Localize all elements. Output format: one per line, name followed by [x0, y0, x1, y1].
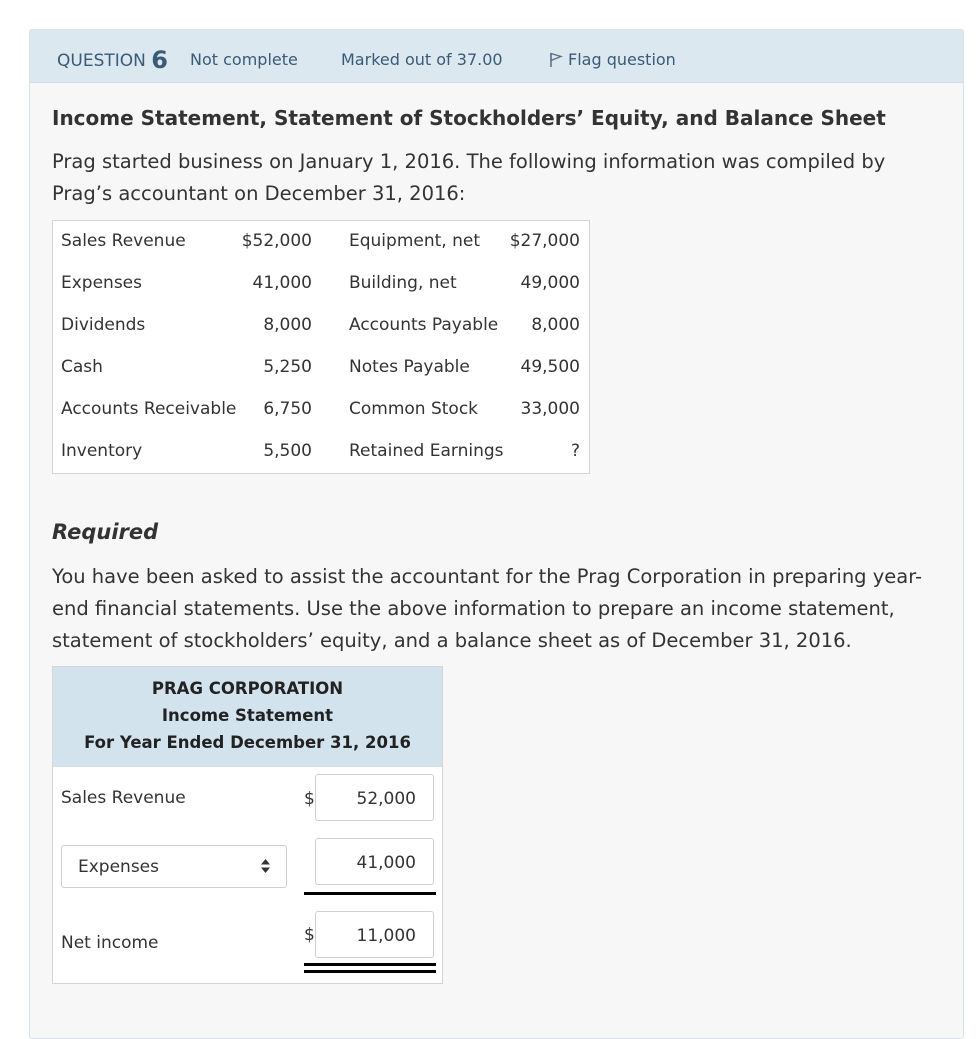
question-card: [29, 29, 964, 1039]
flag-label: Flag question: [568, 50, 676, 69]
statement-name: Income Statement: [161, 706, 334, 725]
sales-revenue-label: Sales Revenue: [61, 788, 186, 808]
select-arrows-icon: [261, 859, 270, 873]
dollar-sign: $: [304, 789, 315, 809]
intro-text: Prag started business on January 1, 2016. The following information was compiled by Prag’s accountant on December 31, 2016:: [52, 150, 886, 205]
expenses-input[interactable]: 41,000: [315, 838, 434, 885]
required-heading: Required: [52, 520, 159, 544]
info-table: [52, 220, 590, 474]
required-text: You have been asked to assist the accountant for the Prag Corporation in preparing year- end financial statements. Use the above information to prepare an income statement, statement of stockholders’ equity, and a balance sheet as of December 31, 2016.: [52, 565, 923, 652]
net-income-input[interactable]: 11,000: [315, 911, 434, 958]
table-row: Expenses 41,000 Building, net 49,000: [61, 273, 580, 293]
net-income-label: Net income: [61, 933, 159, 953]
table-row: Sales Revenue $52,000 Equipment, net $27,000: [61, 231, 580, 251]
income-statement-table: [52, 666, 443, 984]
question-marks: Marked out of 37.00: [341, 50, 503, 69]
table-row: Accounts Receivable 6,750 Common Stock 33,000: [61, 399, 580, 419]
question-number: QUESTION 6: [57, 46, 168, 74]
sales-revenue-input[interactable]: 52,000: [315, 774, 434, 821]
question-info-bar: [30, 30, 963, 83]
subtotal-rule: [304, 892, 436, 895]
table-row: Inventory 5,500 Retained Earnings ?: [61, 441, 580, 461]
double-rule-bottom: [304, 970, 436, 973]
company-name: PRAG CORPORATION: [151, 679, 344, 698]
statement-period: For Year Ended December 31, 2016: [84, 733, 411, 752]
question-status: Not complete: [190, 50, 298, 69]
flag-icon: [549, 52, 563, 68]
flag-question-link[interactable]: [549, 50, 676, 69]
table-row: Dividends 8,000 Accounts Payable 8,000: [61, 315, 580, 335]
statement-header: [53, 667, 442, 767]
double-rule-top: [304, 963, 436, 966]
table-row: Cash 5,250 Notes Payable 49,500: [61, 357, 580, 377]
expenses-select[interactable]: Expenses: [61, 845, 287, 888]
question-title: Income Statement, Statement of Stockholders’ Equity, and Balance Sheet: [52, 106, 886, 130]
dollar-sign: $: [304, 925, 315, 945]
